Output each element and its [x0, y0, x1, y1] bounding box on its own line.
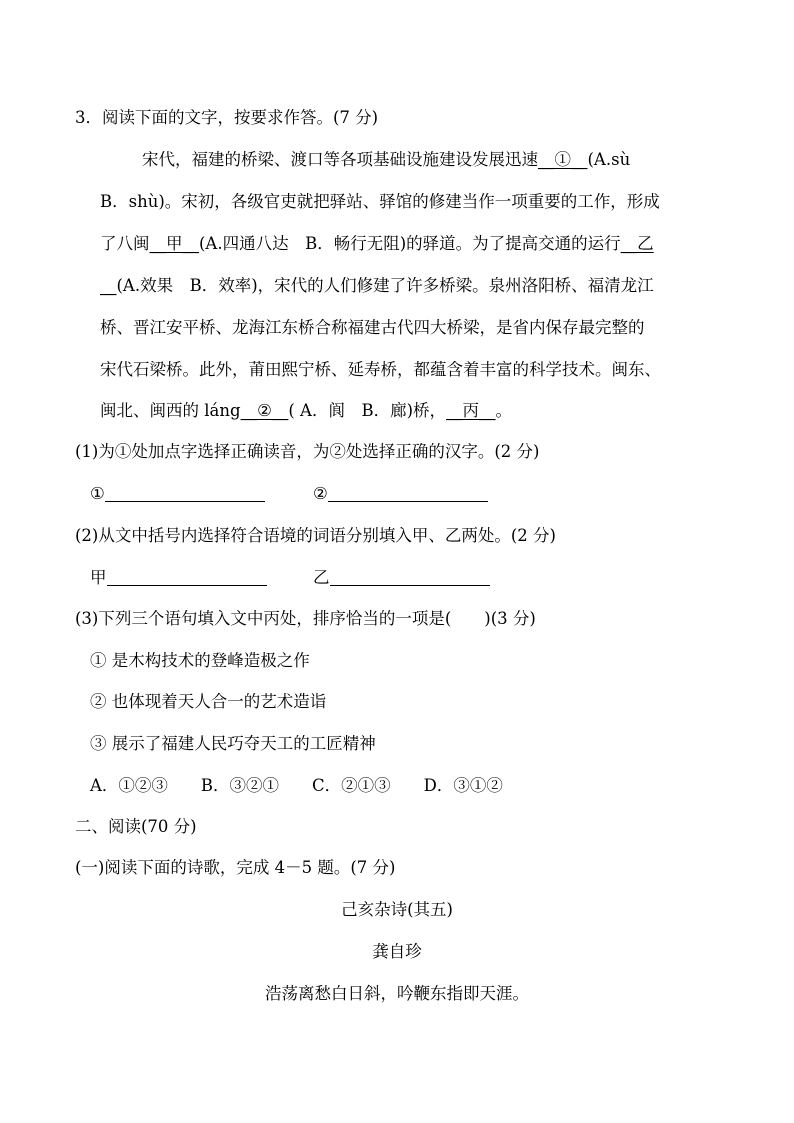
- answer-label: 乙: [313, 568, 330, 587]
- answer-label: 甲: [90, 568, 107, 587]
- poem-author: 龚自珍: [372, 942, 422, 961]
- passage-text: 宋代，福建的桥梁、渡口等各项基础设施建设发展迅速: [142, 150, 538, 169]
- poem-title: 己亥杂诗(其五): [341, 900, 453, 919]
- passage-line: [100, 276, 654, 296]
- blank-jia: __甲__: [149, 234, 199, 253]
- passage-line: 桥、晋江安平桥、龙海江东桥合称福建古代四大桥梁，是省内保存最完整的: [100, 318, 645, 337]
- answer-row-yi: [313, 568, 490, 588]
- passage-line: 宋代石梁桥。此外，莆田熙宁桥、延寿桥，都蕴含着丰富的科学技术。闽东、: [100, 360, 661, 379]
- answer-blank-1[interactable]: [105, 485, 265, 502]
- poem-line: 浩荡离愁白日斜，吟鞭东指即天涯。: [265, 984, 529, 1003]
- reading-part-1: (一)阅读下面的诗歌，完成 4－5 题。(7 分): [75, 858, 396, 877]
- blank-1: __①__: [538, 150, 588, 169]
- answer-label: ②: [313, 484, 328, 503]
- passage-line: [100, 401, 512, 421]
- passage-text: 闽北、闽西的 láng: [100, 401, 241, 420]
- sub-question-3: (3)下列三个语句填入文中丙处，排序恰当的一项是( )(3 分): [75, 609, 536, 628]
- option-2: ② 也体现着天人合一的艺术造诣: [90, 692, 327, 711]
- sub-question-2: (2)从文中括号内选择符合语境的词语分别填入甲、乙两处。(2 分): [75, 526, 556, 545]
- option-3: ③ 展示了福建人民巧夺天工的工匠精神: [90, 734, 376, 753]
- passage-text: (A.四通八达 B．畅行无阻)的驿道。为了提高交通的运行: [199, 234, 621, 253]
- answer-label: ①: [90, 484, 105, 503]
- answer-blank-jia[interactable]: [107, 569, 267, 586]
- passage-text: 了八闽: [100, 234, 150, 253]
- passage-text: ( A．阆 B．廊)桥，: [288, 401, 447, 420]
- passage-text: (A.效果 B．效率)，宋代的人们修建了许多桥梁。泉州洛阳桥、福清龙江: [116, 276, 654, 295]
- answer-row-jia: [90, 568, 267, 588]
- passage-line: B．shù)。宋初，各级官吏就把驿站、驿馆的修建当作一项重要的工作，形成: [100, 192, 660, 211]
- passage-text: 。: [495, 401, 513, 420]
- sub-question-1: (1)为①处加点字选择正确读音，为②处选择正确的汉字。(2 分): [75, 442, 540, 461]
- answer-blank-yi[interactable]: [330, 569, 490, 586]
- answer-blank-2[interactable]: [328, 485, 488, 502]
- choice-row: A．①②③ B．③②① C．②①③ D．③①②: [90, 776, 503, 795]
- question-title: 3．阅读下面的文字，按要求作答。(7 分): [75, 108, 379, 127]
- section-heading: 二、阅读(70 分): [75, 817, 197, 836]
- answer-row-1: [90, 484, 265, 504]
- option-1: ① 是木构技术的登峰造极之作: [90, 651, 310, 670]
- passage-line: [100, 234, 654, 254]
- blank-yi: __乙: [620, 234, 654, 253]
- blank-bing: __丙__: [446, 401, 496, 420]
- passage-line: [142, 150, 630, 170]
- blank-yi-tail: __: [100, 276, 117, 295]
- answer-row-2: [313, 484, 488, 504]
- blank-2: __②__: [240, 401, 289, 420]
- passage-text: (A.sù: [587, 150, 631, 169]
